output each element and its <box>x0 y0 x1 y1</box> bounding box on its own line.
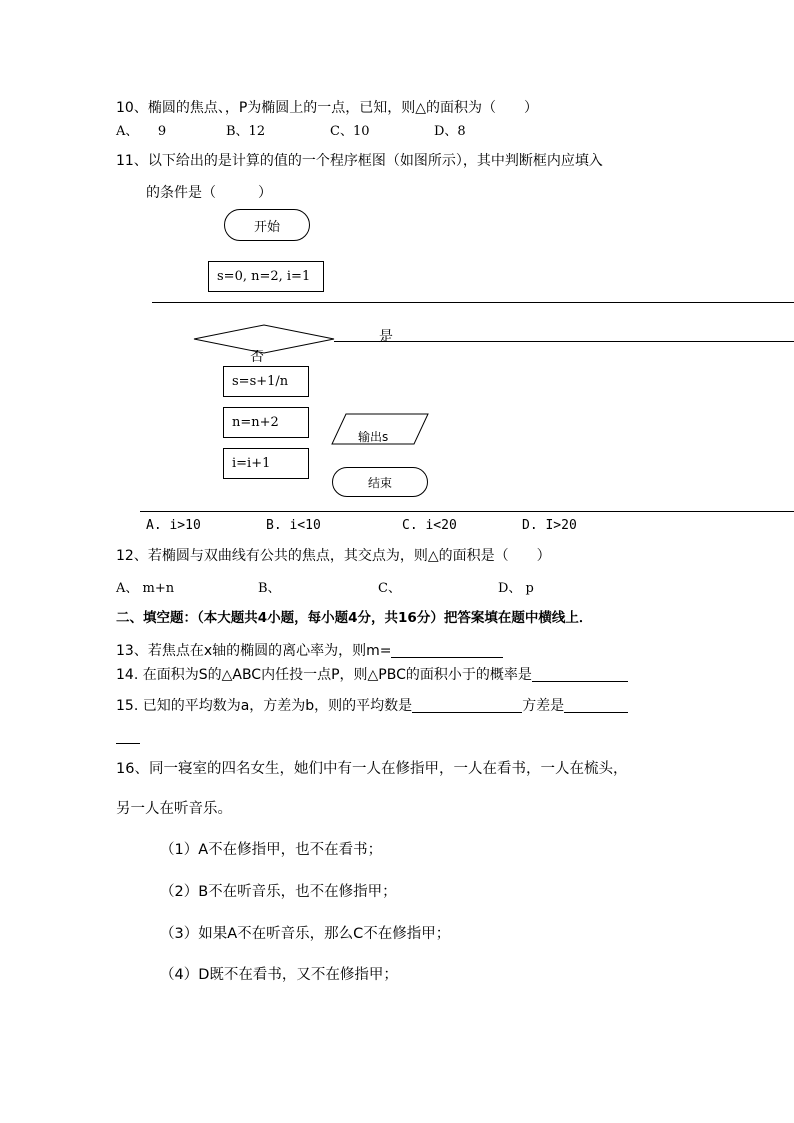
q10-option-d: D、8 <box>434 124 466 139</box>
q11-option-a: A. i>10 <box>146 518 201 533</box>
q13-stem: 13、若焦点在x轴的椭圆的离心率为，则m= <box>116 643 392 659</box>
section-2-heading: 二、填空题：（本大题共4小题，每小题4分，共16分）把答案填在题中横线上． <box>116 610 593 626</box>
q12-option-d: D、 p <box>498 581 534 596</box>
flow-decision-diamond <box>192 323 336 355</box>
q15-blank-continuation[interactable] <box>116 743 140 744</box>
q12-stem: 12、若椭圆与双曲线有公共的焦点，其交点为，则△的面积是（ ） <box>116 548 551 564</box>
q12-option-b: B、 <box>258 581 281 596</box>
q11-stem: 11、以下给出的是计算的值的一个程序框图（如图所示），其中判断框内应填入 <box>116 153 603 169</box>
flow-end-terminal <box>332 467 428 497</box>
flow-step-s-label: s=s+1/n <box>232 374 289 389</box>
q15-stem-part1: 15. 已知的平均数为a，方差为b，则的平均数是 <box>116 698 413 714</box>
flow-init-box <box>208 261 324 292</box>
q11-option-c: C. i<20 <box>402 518 457 533</box>
q16-condition-2: （2）B不在听音乐，也不在修指甲； <box>160 884 397 900</box>
q12-option-c: C、 <box>378 581 401 596</box>
flow-yes-label: 是 <box>379 329 393 345</box>
q11-stem-continued: 的条件是（ ） <box>146 185 272 201</box>
q15-mean-blank[interactable] <box>412 698 522 713</box>
q14-answer-blank[interactable] <box>532 667 628 682</box>
q10-option-a: A、 9 <box>116 124 167 139</box>
q15-text <box>116 698 628 713</box>
q15-variance-blank[interactable] <box>564 698 628 713</box>
q16-condition-1: （1）A不在修指甲，也不在看书； <box>160 842 383 858</box>
q16-line2: 另一人在听音乐。 <box>116 801 232 817</box>
flow-step-s <box>223 366 309 397</box>
q11-option-d: D. I>20 <box>522 518 577 533</box>
flow-step-n <box>223 407 309 438</box>
flow-yes-line <box>334 341 794 342</box>
q10-stem: 10、椭圆的焦点、，P为椭圆上的一点，已知，则△的面积为（ ） <box>116 100 539 116</box>
q16-condition-4: （4）D既不在看书，又不在修指甲； <box>160 967 398 983</box>
q10-option-b: B、12 <box>226 124 266 139</box>
q11-option-b: B. i<10 <box>266 518 321 533</box>
flow-output-label: 输出s <box>358 431 389 443</box>
flow-start-terminal <box>224 209 310 241</box>
flow-step-i <box>223 448 309 479</box>
flow-step-i-label: i=i+1 <box>232 456 271 471</box>
q12-option-a: A、 m+n <box>116 581 175 596</box>
flow-start-label: 开始 <box>253 219 280 235</box>
flow-init-label: s=0, n=2, i=1 <box>217 269 311 284</box>
flow-loop-bottom-line <box>140 511 794 512</box>
q13-answer-blank[interactable] <box>391 643 503 658</box>
q14-text <box>116 667 628 682</box>
q13-text <box>116 643 503 658</box>
q14-stem: 14. 在面积为S的△ABC内任投一点P，则△PBC的面积小于的概率是 <box>116 667 532 683</box>
flow-end-label: 结束 <box>367 475 392 490</box>
flow-loop-top-line <box>152 302 794 303</box>
q16-condition-3: （3）如果A不在听音乐，那么C不在修指甲； <box>160 926 451 942</box>
q15-stem-part2: 方差是 <box>522 698 565 714</box>
flow-no-label: 否 <box>250 350 264 362</box>
flow-step-n-label: n=n+2 <box>232 415 279 430</box>
q10-option-c: C、10 <box>330 124 370 139</box>
q16-line1: 16、同一寝室的四名女生，她们中有一人在修指甲，一人在看书，一人在梳头， <box>116 761 628 777</box>
